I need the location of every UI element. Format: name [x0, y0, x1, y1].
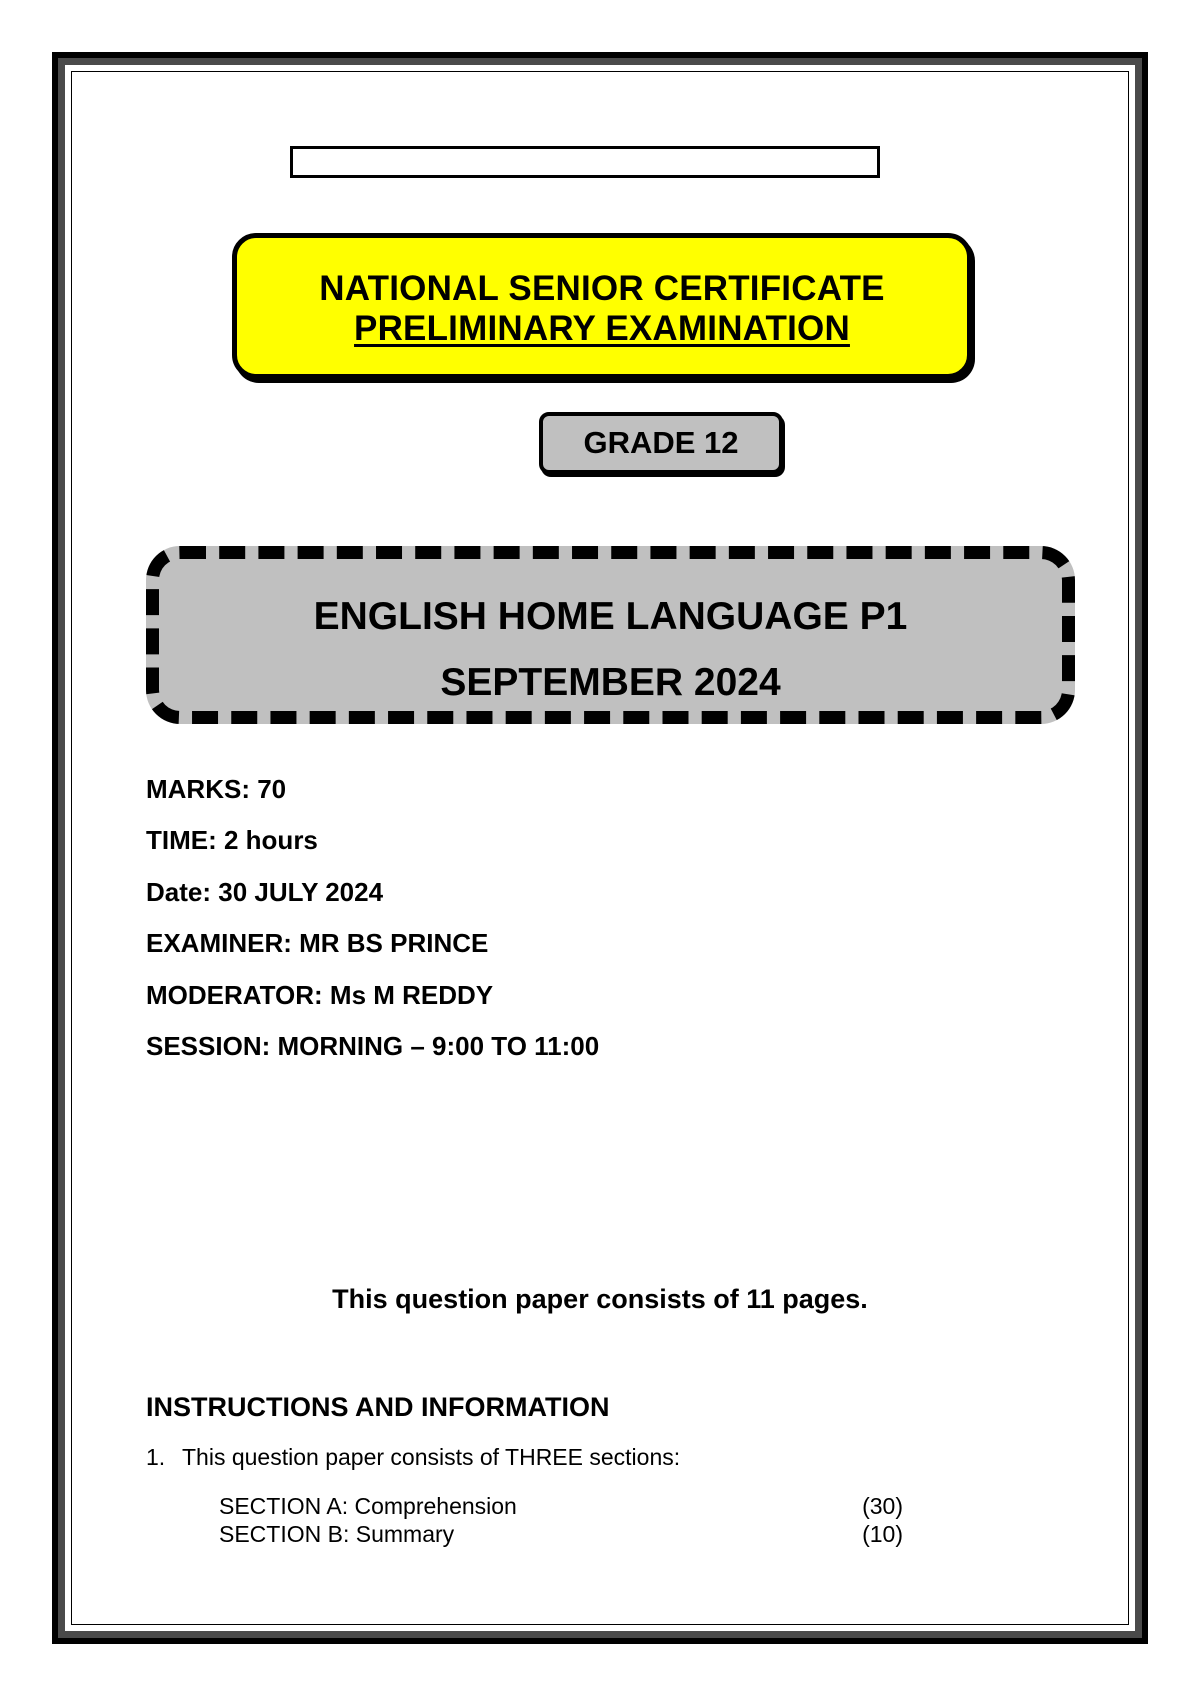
- page-count-note: This question paper consists of 11 pages.: [332, 1284, 868, 1314]
- certificate-banner: [232, 233, 972, 379]
- certificate-title: NATIONAL SENIOR CERTIFICATE: [319, 269, 885, 308]
- subject-banner: [146, 546, 1075, 724]
- examiner-line: EXAMINER: MR BS PRINCE: [146, 928, 489, 959]
- marks-line: MARKS: 70: [146, 774, 287, 804]
- session-line: SESSION: MORNING – 9:00 TO 11:00: [146, 1031, 600, 1062]
- section-a-marks: (30): [862, 1493, 903, 1519]
- exam-type-title: PRELIMINARY EXAMINATION: [354, 309, 850, 348]
- section-row-a: [219, 1492, 903, 1520]
- exam-details: [146, 764, 599, 1072]
- instruction-item: [146, 1442, 680, 1472]
- moderator-line: MODERATOR: Ms M REDDY: [146, 979, 494, 1010]
- blank-name-field: [290, 146, 880, 178]
- section-a-label: SECTION A: Comprehension: [219, 1493, 517, 1519]
- grade-badge: GRADE 12: [539, 412, 783, 474]
- time-line: TIME: 2 hours: [146, 825, 318, 856]
- instruction-text: This question paper consists of THREE sections:: [182, 1444, 681, 1470]
- instructions-heading: INSTRUCTIONS AND INFORMATION: [146, 1392, 610, 1422]
- subject-name: ENGLISH HOME LANGUAGE P1: [313, 595, 908, 638]
- instruction-number: 1.: [146, 1444, 166, 1470]
- section-b-label: SECTION B: Summary: [219, 1521, 455, 1547]
- section-b-marks: (10): [862, 1521, 903, 1547]
- subject-session-month: SEPTEMBER 2024: [440, 661, 781, 704]
- section-row-b: [219, 1520, 903, 1548]
- date-line: Date: 30 JULY 2024: [146, 876, 384, 907]
